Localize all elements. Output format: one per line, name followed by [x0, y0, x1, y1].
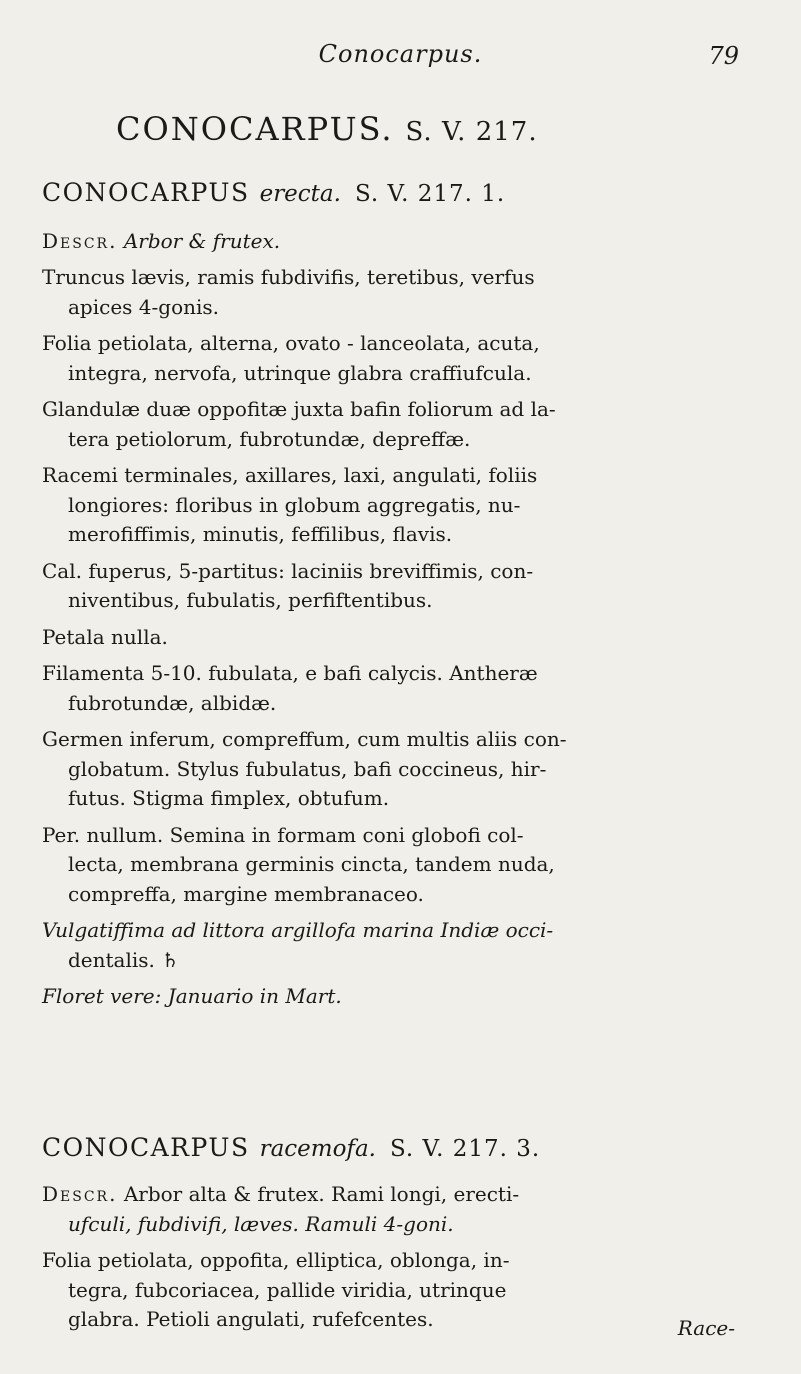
text-line: Racemi terminales, axillares, laxi, angulati, foliis: [42, 463, 538, 487]
text-line: Truncus lævis, ramis fubdivifis, teretibus, verfus: [42, 265, 535, 289]
text-line: Per. nullum. Semina in formam coni globofi col-: [42, 822, 524, 847]
descr-line: [42, 227, 762, 257]
text-line: dentalis. ♄: [68, 947, 180, 972]
catchword: Race-: [677, 1316, 735, 1340]
running-head: [0, 40, 801, 74]
text-line: Floret vere: Januario in Mart.: [42, 984, 342, 1008]
species-genus: CONOCARPUS: [42, 1133, 250, 1162]
paragraph: [42, 329, 762, 388]
text-line: Germen inferum, compreffum, cum multis aliis con-: [42, 727, 567, 751]
text-line: longiores: floribus in globum aggregatis, nu-: [68, 492, 521, 517]
paragraph: [42, 1180, 762, 1239]
description-block-2: [42, 1180, 762, 1335]
text-line: futus. Stigma fimplex, obtufum.: [68, 786, 390, 810]
text-line: niventibus, fubulatis, perfiftentibus.: [68, 588, 433, 612]
species-heading-2: [42, 1133, 540, 1162]
species-epithet: erecta.: [259, 181, 341, 207]
paragraph: [42, 821, 762, 910]
text-line: fubrotundæ, albidæ.: [68, 690, 277, 715]
text-line: Petala nulla.: [42, 624, 168, 649]
paragraph: [42, 557, 762, 616]
paragraph: [42, 395, 762, 454]
text-line: Folia petiolata, oppofita, elliptica, oblonga, in-: [42, 1248, 510, 1272]
text-line: globatum. Stylus fubulatus, bafi coccineus, hir-: [68, 756, 547, 781]
text-line: Cal. fuperus, 5-partitus: laciniis breviffimis, con-: [42, 558, 534, 583]
text-line: ufculi, fubdivifi, læves. Ramuli 4-goni.: [68, 1211, 454, 1236]
text-line: Filamenta 5-10. fubulata, e bafi calycis. Antheræ: [42, 661, 538, 685]
text-line: tegra, fubcoriacea, pallide viridia, utrinque: [68, 1277, 507, 1302]
species-epithet: racemofa.: [259, 1136, 376, 1162]
text-line: Glandulæ duæ oppofitæ juxta bafin foliorum ad la-: [42, 397, 556, 421]
descr-label: Descr.: [42, 229, 118, 253]
genus-heading: [116, 110, 538, 148]
paragraph: [42, 982, 762, 1012]
species-heading-1: [42, 178, 505, 207]
text-line: integra, nervofa, utrinque glabra craffiufcula.: [68, 360, 532, 385]
descr-text: Arbor & frutex.: [123, 229, 281, 253]
description-block-1: [42, 263, 762, 1012]
paragraph: [42, 659, 762, 718]
text-line: tera petiolorum, fubrotundæ, depreffæ.: [68, 426, 471, 451]
paragraph: [42, 263, 762, 322]
descr-label: Descr.: [42, 1182, 118, 1206]
species-ref: S. V. 217. 1.: [354, 181, 506, 207]
text-line: apices 4-gonis.: [68, 294, 220, 319]
paragraph: [42, 623, 762, 653]
species-genus: CONOCARPUS: [42, 178, 250, 207]
genus-heading-text: CONOCARPUS.: [116, 110, 394, 148]
text-line: Folia petiolata, alterna, ovato - lanceolata, acuta,: [42, 331, 540, 355]
page-number: 79: [708, 42, 739, 70]
text-line: compreffa, margine membranaceo.: [68, 881, 424, 906]
genus-heading-ref: S. V. 217.: [405, 117, 538, 147]
species-ref: S. V. 217. 3.: [389, 1136, 541, 1162]
text-line: glabra. Petioli angulati, rufefcentes.: [68, 1307, 434, 1331]
paragraph: [42, 916, 762, 975]
text-line: lecta, membrana germinis cincta, tandem nuda,: [68, 852, 555, 876]
text-line: Arbor alta & frutex. Rami longi, erecti-: [123, 1182, 520, 1206]
paragraph: [42, 1246, 762, 1335]
running-head-title: Conocarpus.: [318, 40, 483, 68]
text-line: merofiffimis, minutis, feffilibus, flavis.: [68, 522, 453, 546]
paragraph: [42, 725, 762, 814]
paragraph: [42, 461, 762, 550]
text-line: Vulgatiffima ad littora argillofa marina Indiæ occi-: [42, 918, 554, 942]
